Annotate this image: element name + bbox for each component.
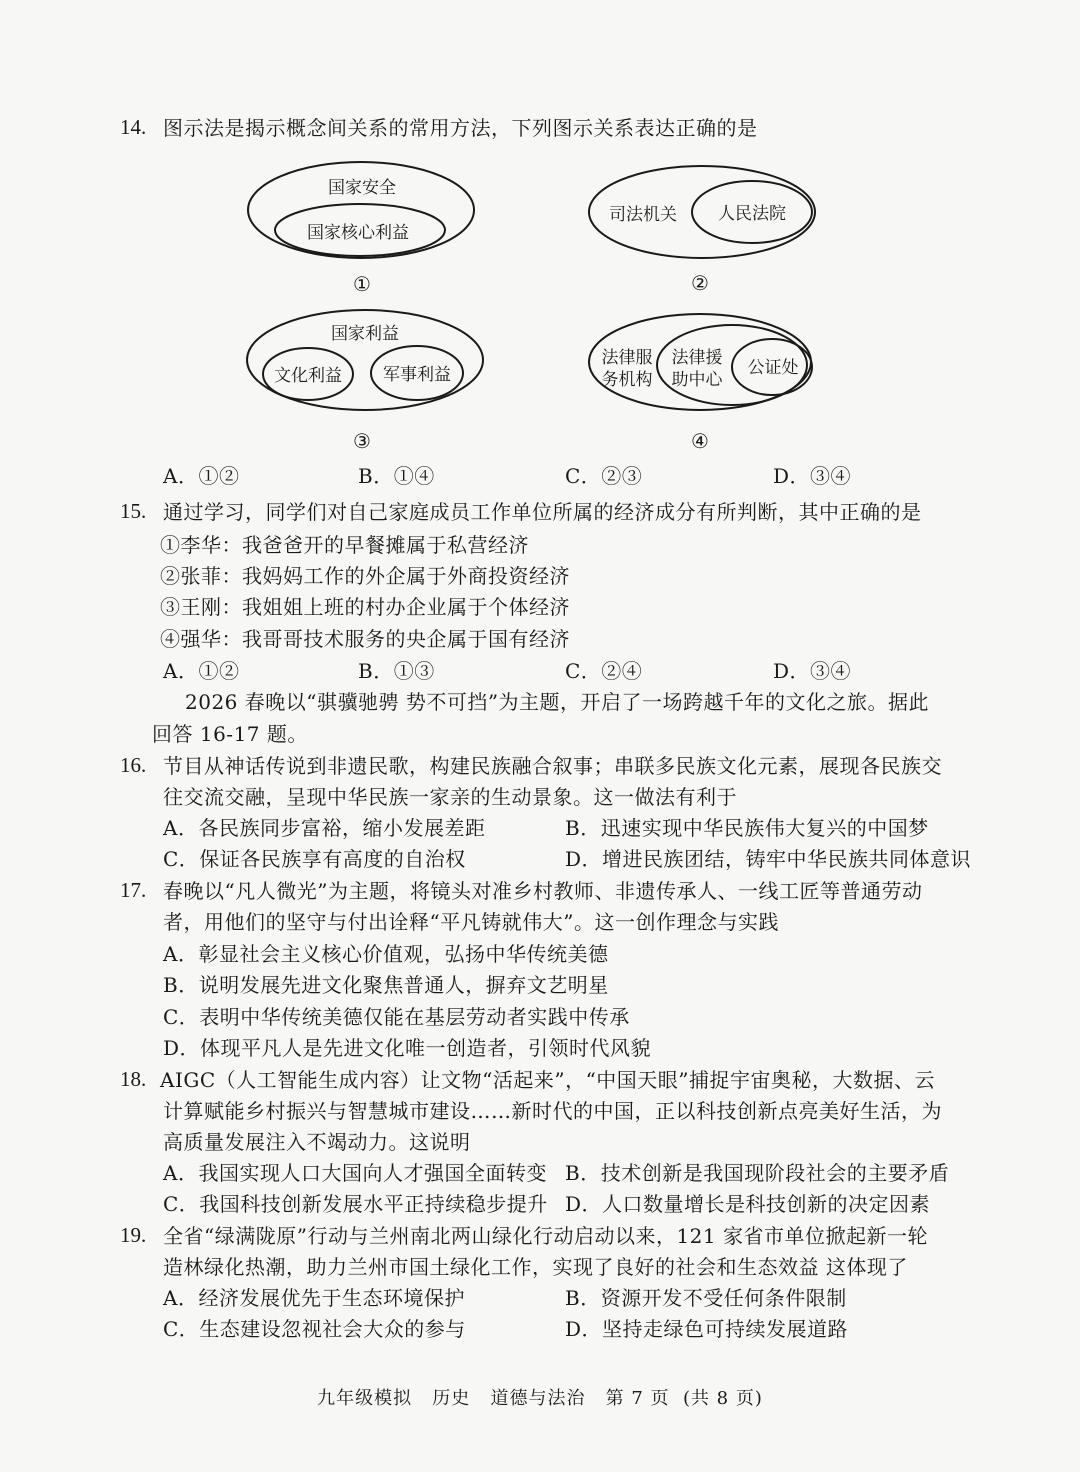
q18-option-a: A．我国实现人口大国向人才强国全面转变: [163, 1161, 547, 1185]
q16-number: 16.: [120, 753, 147, 777]
q15-statement-4: ④强华：我哥哥技术服务的央企属于国有经济: [160, 627, 570, 651]
q18-number: 18.: [120, 1067, 147, 1091]
q14-diagrams: [0, 0, 1080, 470]
d2-number: ②: [691, 271, 709, 295]
q17-stem-line-1: 春晚以“凡人微光”为主题，将镜头对准乡村教师、非遗传承人、一线工匠等普通劳动: [163, 879, 923, 903]
q18-option-d: D．人口数量增长是科技创新的决定因素: [565, 1192, 931, 1216]
q15-option-c: C．②④: [565, 659, 643, 683]
d2-outer-label: 司法机关: [609, 205, 677, 225]
q14-option-c: C．②③: [565, 464, 643, 488]
q18-option-b: B．技术创新是我国现阶段社会的主要矛盾: [565, 1161, 950, 1185]
q15-statement-3: ③王刚：我姐姐上班的村办企业属于个体经济: [160, 595, 570, 619]
d3-inner-left-label: 文化利益: [274, 366, 342, 386]
q15-stem: 通过学习，同学们对自己家庭成员工作单位所属的经济成分有所判断，其中正确的是: [163, 500, 922, 524]
q19-option-a: A．经济发展优先于生态环境保护: [163, 1286, 465, 1310]
q14-option-a: A．①②: [163, 464, 240, 488]
q19-number: 19.: [120, 1223, 147, 1247]
q14-option-b: B．①④: [358, 464, 435, 488]
q16-option-d: D．增进民族团结，铸牢中华民族共同体意识: [565, 847, 972, 871]
q17-number: 17.: [120, 878, 147, 902]
q14-option-d: D．③④: [773, 464, 852, 488]
q18-stem-line-3: 高质量发展注入不竭动力。这说明: [163, 1130, 471, 1154]
q17-option-b: B．说明发展先进文化聚焦普通人，摒弃文艺明星: [163, 973, 609, 997]
q19-stem-line-2: 造林绿化热潮，助力兰州市国土绿化工作，实现了良好的社会和生态效益 这体现了: [163, 1255, 908, 1279]
q17-option-d: D．体现平凡人是先进文化唯一创造者，引领时代风貌: [163, 1036, 652, 1060]
q15-option-d: D．③④: [773, 659, 852, 683]
q17-stem-line-2: 者，用他们的坚守与付出诠释“平凡铸就伟大”。这一创作理念与实践: [163, 910, 779, 934]
d3-inner-right-label: 军事利益: [383, 365, 451, 385]
q15-option-a: A．①②: [163, 659, 240, 683]
q15-statement-2: ②张菲：我妈妈工作的外企属于外商投资经济: [160, 564, 570, 588]
q16-stem-line-1: 节目从神话传说到非遗民歌，构建民族融合叙事；串联多民族文化元素，展现各民族交: [163, 754, 942, 778]
page-footer: 九年级模拟 历史 道德与法治 第 7 页 (共 8 页): [317, 1388, 763, 1409]
q18-option-c: C．我国科技创新发展水平正持续稳步提升: [163, 1192, 548, 1216]
d4-outer-label-line1: 法律服: [601, 348, 653, 368]
q15-option-b: B．①③: [358, 659, 435, 683]
q18-stem-line-1: AIGC（人工智能生成内容）让文物“活起来”，“中国天眼”捕捉宇宙奥秘，大数据、云: [160, 1068, 936, 1092]
q16-option-a: A．各民族同步富裕，缩小发展差距: [163, 816, 486, 840]
q19-option-c: C．生态建设忽视社会大众的参与: [163, 1317, 466, 1341]
d2-inner-label: 人民法院: [718, 204, 786, 224]
d4-outer-label-line2: 务机构: [601, 370, 653, 390]
d4-number: ④: [691, 429, 709, 453]
d3-outer-label: 国家利益: [331, 324, 399, 344]
q19-stem-line-1: 全省“绿满陇原”行动与兰州南北两山绿化行动启动以来，121 家省市单位掀起新一轮: [163, 1224, 928, 1248]
q14-number: 14.: [120, 115, 147, 139]
q18-stem-line-2: 计算赋能乡村振兴与智慧城市建设……新时代的中国，正以科技创新点亮美好生活，为: [163, 1099, 942, 1123]
q15-number: 15.: [120, 499, 147, 523]
q14-stem: 图示法是揭示概念间关系的常用方法，下列图示关系表达正确的是: [163, 116, 758, 140]
d4-mid-label-line1: 法律援: [671, 348, 723, 368]
d1-inner-label: 国家核心利益: [307, 223, 409, 243]
material-line-1: 2026 春晚以“骐骥驰骋 势不可挡”为主题，开启了一场跨越千年的文化之旅。据此: [185, 690, 930, 714]
material-line-2: 回答 16-17 题。: [152, 722, 308, 746]
d1-outer-label: 国家安全: [328, 178, 396, 198]
q16-stem-line-2: 往交流交融，呈现中华民族一家亲的生动景象。这一做法有利于: [163, 785, 737, 809]
q16-option-c: C．保证各民族享有高度的自治权: [163, 847, 466, 871]
d4-mid-label-line2: 助中心: [671, 370, 723, 390]
d1-number: ①: [353, 272, 371, 296]
d1-outer-ellipse: [248, 162, 474, 258]
q19-option-d: D．坚持走绿色可持续发展道路: [565, 1317, 849, 1341]
q17-option-a: A．彰显社会主义核心价值观，弘扬中华传统美德: [163, 942, 609, 966]
d3-number: ③: [353, 429, 371, 453]
q15-statement-1: ①李华：我爸爸开的早餐摊属于私营经济: [160, 533, 529, 557]
q19-option-b: B．资源开发不受任何条件限制: [565, 1286, 847, 1310]
q17-option-c: C．表明中华传统美德仅能在基层劳动者实践中传承: [163, 1005, 630, 1029]
d4-inner-label: 公证处: [747, 358, 799, 378]
q16-option-b: B．迅速实现中华民族伟大复兴的中国梦: [565, 816, 929, 840]
